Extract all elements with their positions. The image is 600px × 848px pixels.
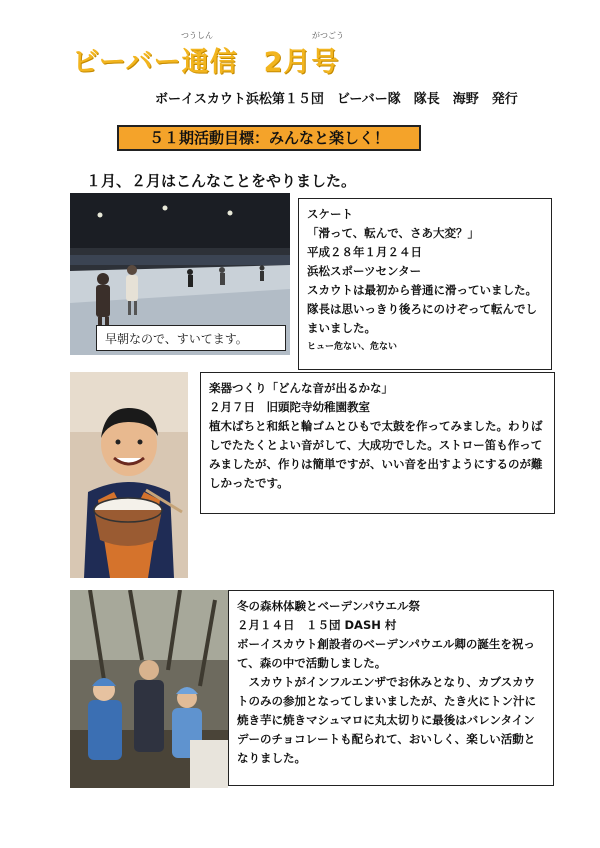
instrument-heading: 楽器つくり「どんな音が出るかな」 xyxy=(209,381,393,395)
skate-place: 浜松スポーツセンター xyxy=(307,264,422,278)
skate-heading: スケート xyxy=(307,207,353,221)
forest-body-1: ボーイスカウト創設者のベーデンパウエル卿の誕生を祝って、森の中で活動しました。 xyxy=(237,637,535,670)
instrument-article xyxy=(200,372,555,514)
skate-article xyxy=(298,198,552,370)
title-issue: 2月号 xyxy=(263,47,340,78)
forest-article xyxy=(228,590,554,786)
title-ruby-tsushin: つうしん xyxy=(181,31,213,40)
forest-date-place: ２月１４日 １５団 DASH 村 xyxy=(237,618,397,632)
skate-photo-caption: 早朝なので、すいてます。 xyxy=(96,325,286,351)
skate-date: 平成２８年１月２４日 xyxy=(307,245,422,259)
instrument-photo xyxy=(70,372,188,578)
title-main: ビーバー通信 xyxy=(72,47,238,78)
byline: ボーイスカウト浜松第１５団 ビーバー隊 隊長 海野 発行 xyxy=(155,92,518,107)
title-ruby-gatsugou: がつごう xyxy=(312,31,344,40)
intro-heading: １月、２月はこんなことをやりました。 xyxy=(86,172,357,190)
newsletter-title xyxy=(72,40,339,79)
skate-note: ヒュー危ない、危ない xyxy=(307,342,398,352)
forest-body-2: スカウトがインフルエンザでお休みとなり、カブスカウトのみの参加となってしまいましたが、たき火にトン汁に焼き芋に焼きマシュマロに丸太切りに最後はバレンタインデーのチョコレートも配られて、おいしく、楽しい活動となりました。 xyxy=(237,675,536,765)
skate-body: スカウトは最初から普通に滑っていました。隊長は思いっきり後ろにのけぞって転んでしまいました。 xyxy=(307,283,537,335)
skate-subtitle: 「滑って、転んで、さあ大変？」 xyxy=(307,226,480,240)
forest-photo xyxy=(70,590,228,788)
instrument-body: 植木ばちと和紙と輪ゴムとひもで太鼓を作ってみました。わりばしでたたくとよい音がして、大成功でした。ストロー笛も作ってみましたが、作りは簡単ですが、いい音を出すようにするのが難しかったです。 xyxy=(209,419,543,490)
instrument-date-place: ２月７日 旧頭陀寺幼稚園教室 xyxy=(209,400,370,414)
activity-goal-banner: ５１期活動目標：みんなと楽しく！ xyxy=(117,125,421,151)
forest-heading: 冬の森林体験とベーデンパウエル祭 xyxy=(237,599,420,613)
